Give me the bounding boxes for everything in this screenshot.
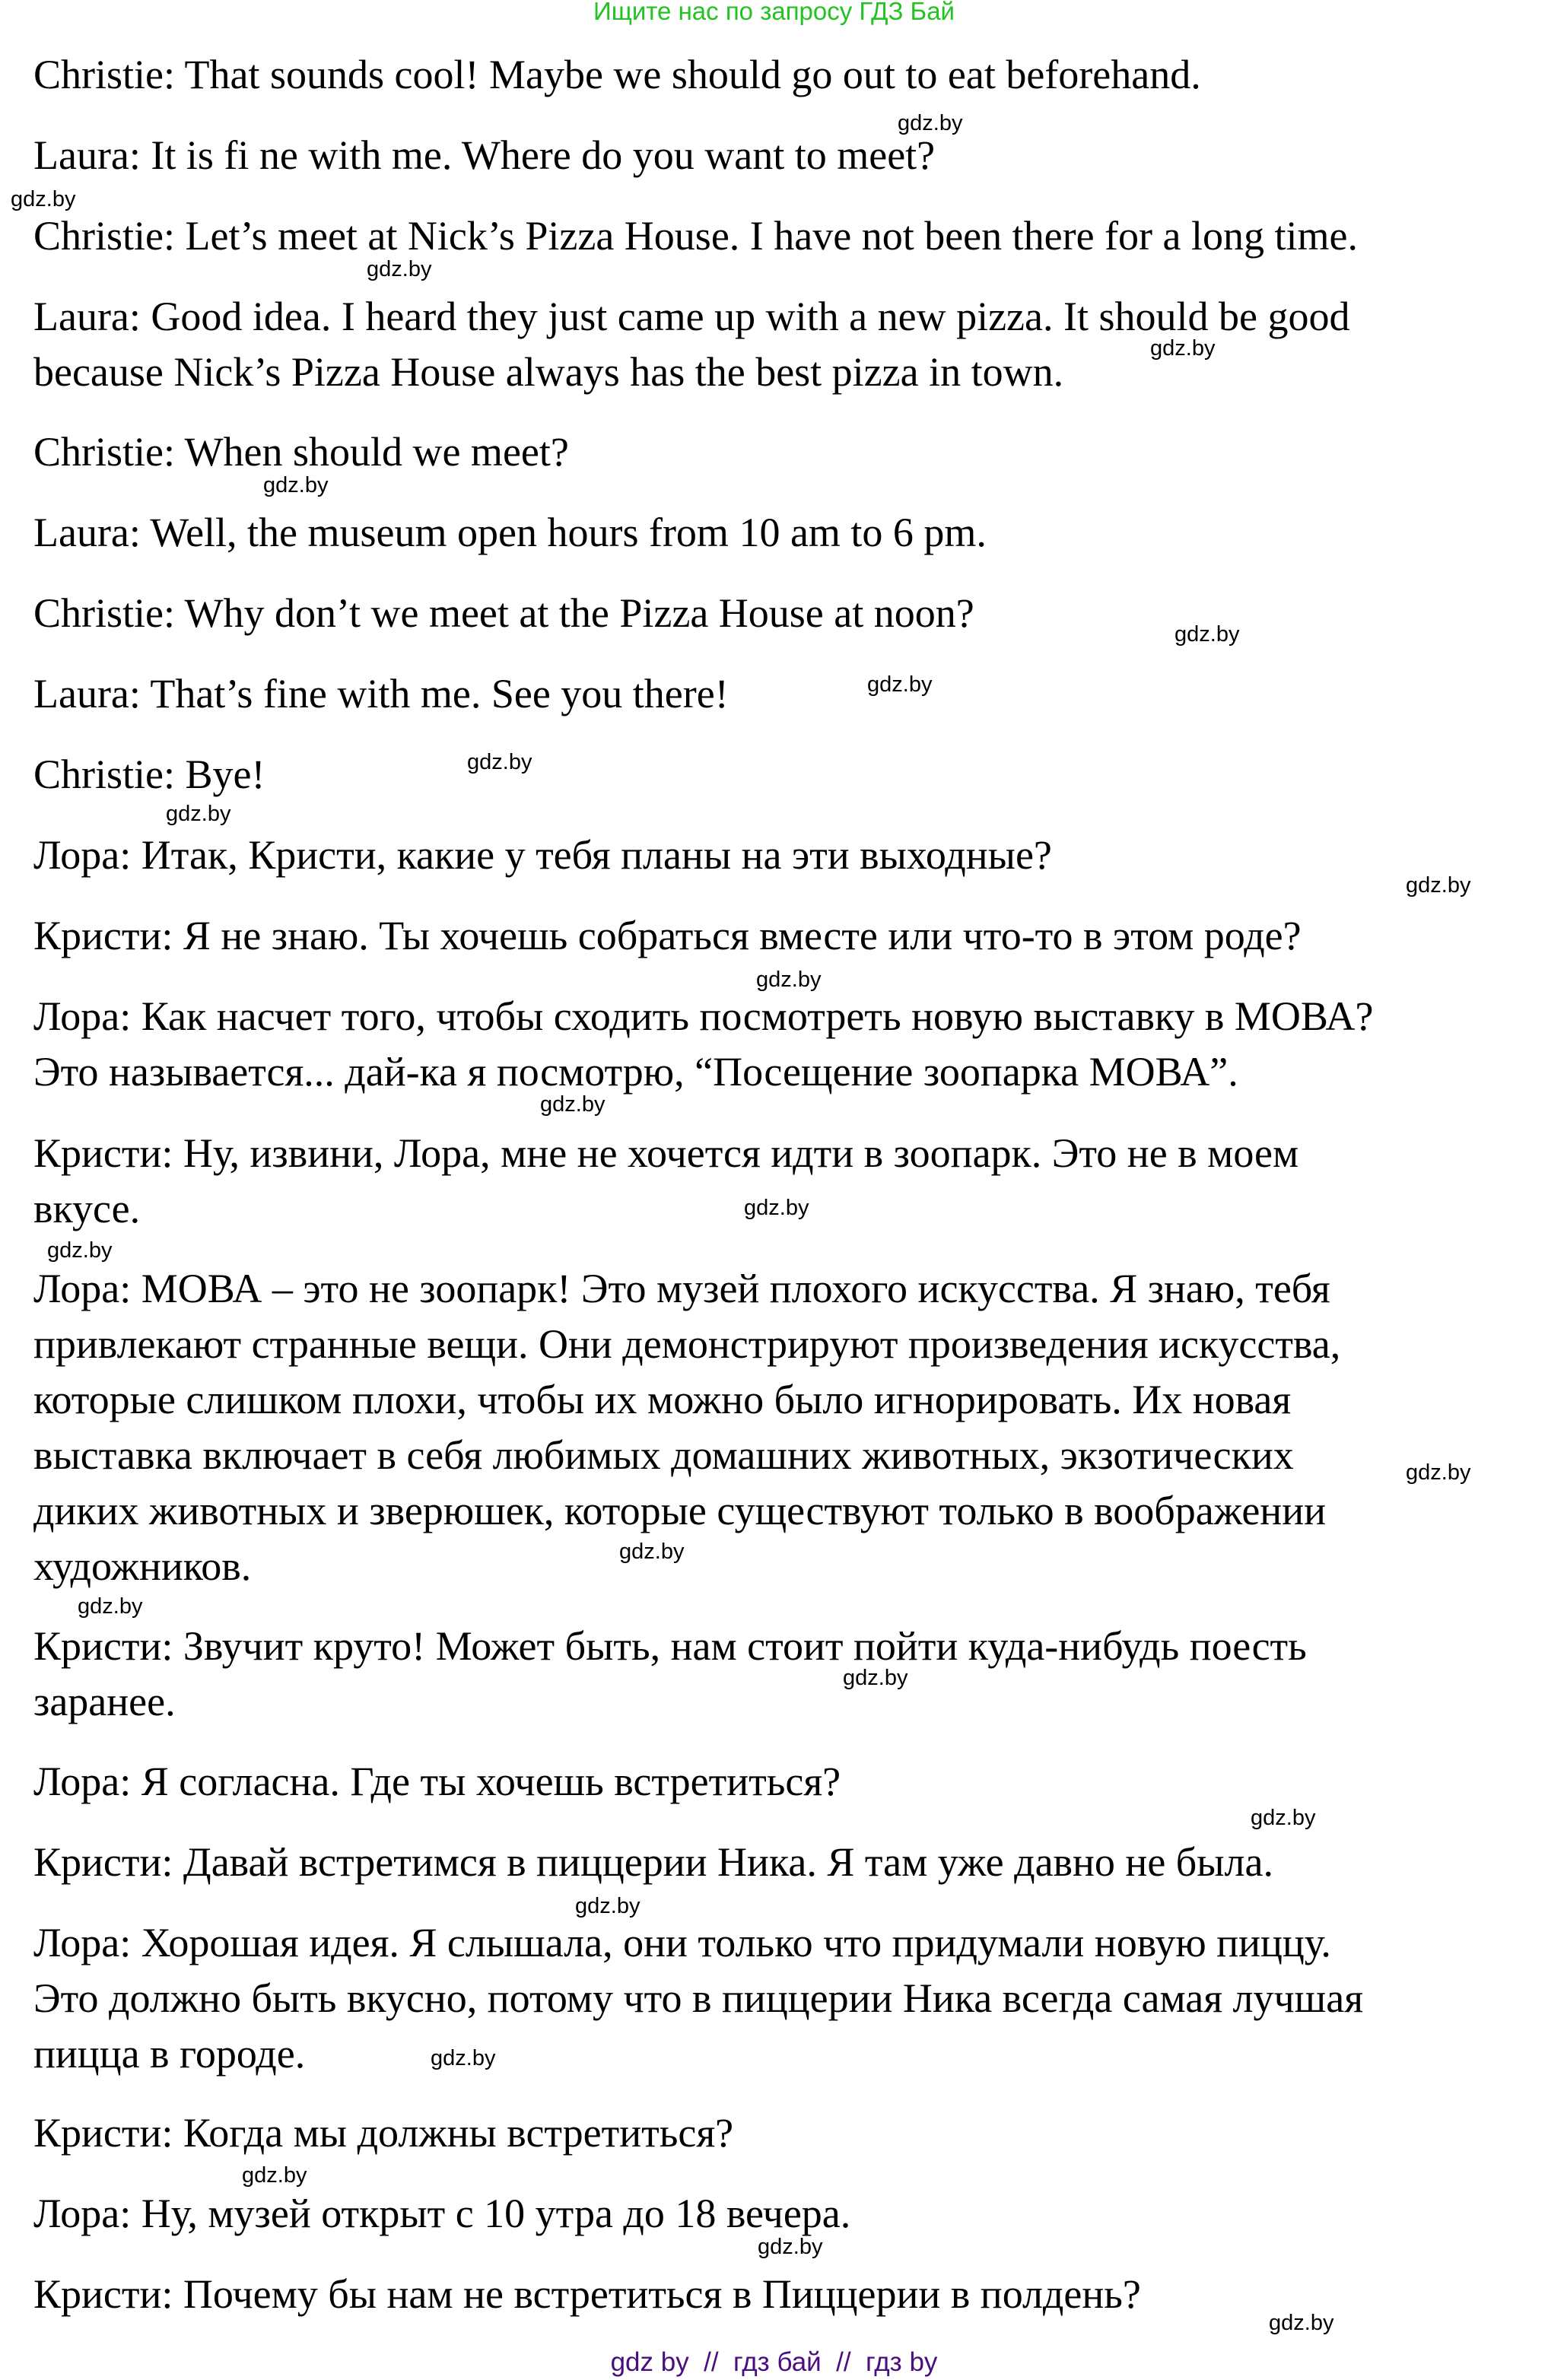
gdz-watermark: gdz.by: [756, 968, 822, 992]
gdz-watermark: gdz.by: [467, 750, 532, 774]
gdz-watermark: gdz.by: [1406, 1460, 1471, 1485]
gdz-watermark: gdz.by: [758, 2235, 823, 2259]
dialogue-line-continuation: диких животных и зверюшек, которые существуют только в воображении: [33, 1488, 1326, 1533]
dialogue-line-continuation: заранее.: [33, 1679, 176, 1724]
dialogue-line: Laura: Well, the museum open hours from 10 am to 6 pm.: [33, 510, 987, 555]
dialogue-line: Christie: When should we meet?: [33, 429, 569, 475]
gdz-watermark: gdz.by: [540, 1092, 606, 1117]
dialogue-line-continuation: Это должно быть вкусно, потому что в пиццерии Ника всегда самая лучшая: [33, 1975, 1364, 2021]
dialogue-line-continuation: пицца в городе.: [33, 2031, 306, 2077]
gdz-watermark: gdz.by: [744, 1196, 809, 1220]
gdz-watermark: gdz.by: [47, 1238, 113, 1263]
gdz-watermark: gdz.by: [263, 473, 329, 497]
dialogue-line: Laura: It is fi ne with me. Where do you want to meet?: [33, 132, 936, 178]
search-hint-banner: Ищите нас по запросу ГДЗ Бай: [593, 0, 955, 25]
dialogue-line-continuation: которые слишком плохи, чтобы их можно было игнорировать. Их новая: [33, 1377, 1292, 1422]
gdz-watermark: gdz.by: [11, 187, 76, 211]
gdz-watermark: gdz.by: [1150, 336, 1216, 361]
dialogue-line: Лора: Как насчет того, чтобы сходить посмотреть новую выставку в МОВА?: [33, 993, 1374, 1039]
dialogue-line: Кристи: Звучит круто! Может быть, нам стоит пойти куда-нибудь поесть: [33, 1623, 1307, 1669]
gdz-watermark: gdz.by: [166, 802, 231, 826]
dialogue-line: Кристи: Давай встретимся в пиццерии Ника. Я там уже давно не была.: [33, 1839, 1273, 1885]
dialogue-line-continuation: Это называется... дай-ка я посмотрю, “Посещение зоопарка МОВА”.: [33, 1049, 1238, 1095]
dialogue-line-continuation: because Nick’s Pizza House always has the best pizza in town.: [33, 349, 1064, 395]
dialogue-line: Лора: Ну, музей открыт с 10 утра до 18 вечера.: [33, 2191, 851, 2236]
dialogue-line-continuation: вкусе.: [33, 1186, 141, 1231]
gdz-watermark: gdz.by: [1406, 873, 1471, 898]
gdz-watermark: gdz.by: [575, 1894, 640, 1918]
gdz-watermark: gdz.by: [242, 2163, 307, 2188]
dialogue-line: Christie: Why don’t we meet at the Pizza House at noon?: [33, 590, 974, 636]
gdz-watermark: gdz.by: [1269, 2311, 1334, 2335]
dialogue-line: Кристи: Почему бы нам не встретиться в Пиццерии в полдень?: [33, 2271, 1141, 2317]
dialogue-line: Christie: Let’s meet at Nick’s Pizza House. I have not been there for a long time.: [33, 213, 1358, 259]
gdz-watermark: gdz.by: [367, 257, 432, 281]
dialogue-line: Laura: Good idea. I heard they just came up with a new pizza. It should be good: [33, 294, 1350, 339]
dialogue-line: Лора: Итак, Кристи, какие у тебя планы на эти выходные?: [33, 832, 1052, 878]
gdz-watermark: gdz.by: [431, 2046, 496, 2070]
gdz-watermark: gdz.by: [619, 1540, 685, 1564]
dialogue-line: Лора: МОВА – это не зоопарк! Это музей плохого искусства. Я знаю, тебя: [33, 1266, 1330, 1311]
dialogue-line: Лора: Хорошая идея. Я слышала, они только что придумали новую пиццу.: [33, 1920, 1331, 1965]
dialogue-line-continuation: привлекают странные вещи. Они демонстрируют произведения искусства,: [33, 1321, 1341, 1367]
footer-watermark: gdz by // гдз бай // гдз by: [610, 2347, 938, 2377]
dialogue-line: Laura: That’s fine with me. See you there!: [33, 671, 729, 717]
dialogue-line: Christie: That sounds cool! Maybe we should go out to eat beforehand.: [33, 52, 1201, 97]
gdz-watermark: gdz.by: [867, 672, 933, 697]
gdz-watermark: gdz.by: [1175, 622, 1240, 647]
dialogue-line: Кристи: Я не знаю. Ты хочешь собраться вместе или что-то в этом роде?: [33, 913, 1302, 958]
dialogue-line-continuation: художников.: [33, 1543, 252, 1589]
gdz-watermark: gdz.by: [78, 1594, 143, 1619]
dialogue-line: Лора: Я согласна. Где ты хочешь встретиться?: [33, 1759, 841, 1804]
dialogue-line: Christie: Bye!: [33, 751, 265, 797]
gdz-watermark: gdz.by: [898, 111, 963, 135]
dialogue-line: Кристи: Ну, извини, Лора, мне не хочется идти в зоопарк. Это не в моем: [33, 1130, 1299, 1176]
gdz-watermark: gdz.by: [843, 1666, 908, 1690]
dialogue-line: Кристи: Когда мы должны встретиться?: [33, 2110, 734, 2156]
dialogue-line-continuation: выставка включает в себя любимых домашних животных, экзотических: [33, 1432, 1294, 1478]
gdz-watermark: gdz.by: [1251, 1806, 1316, 1830]
